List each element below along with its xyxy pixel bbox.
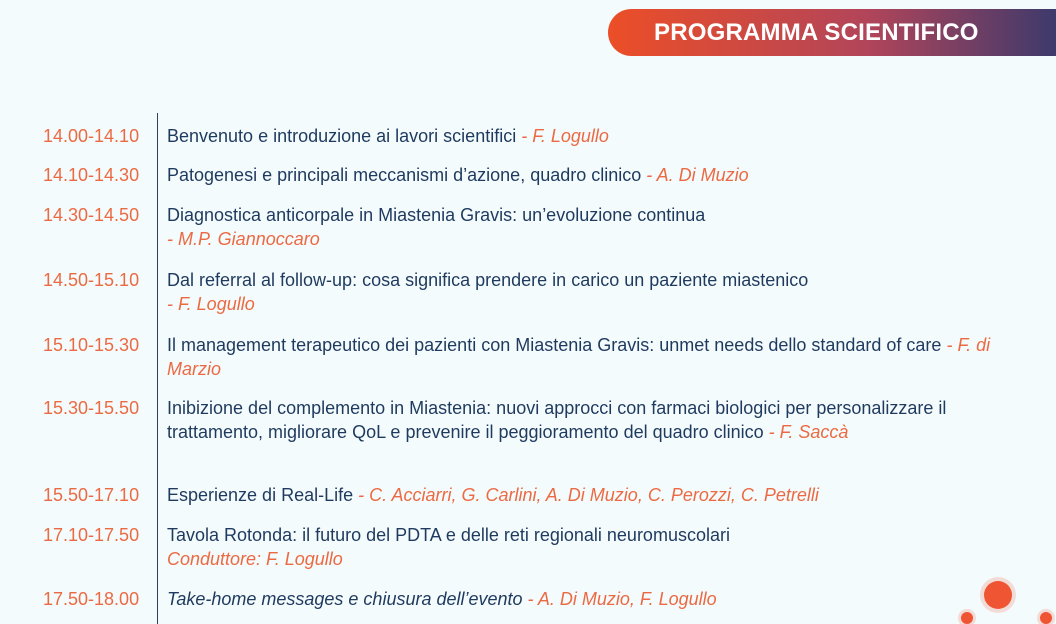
schedule-list <box>0 125 1000 618</box>
schedule-item <box>0 204 1000 269</box>
schedule-item <box>0 484 1000 524</box>
session-speaker: - F. di Marzio <box>167 335 991 379</box>
schedule-description <box>157 588 997 612</box>
session-speaker: - C. Acciarri, G. Carlini, A. Di Muzio, C. Perozzi, C. Petrelli <box>353 485 819 505</box>
schedule-time: 14.10-14.30 <box>43 165 140 185</box>
session-title: Benvenuto e introduzione ai lavori scientifici <box>167 126 517 146</box>
schedule-time: 14.00-14.10 <box>43 126 140 146</box>
schedule-description <box>157 484 997 508</box>
session-speaker: - A. Di Muzio <box>641 165 749 185</box>
session-speaker: - A. Di Muzio, F. Logullo <box>522 589 717 609</box>
decorative-dot-large <box>984 581 1012 609</box>
schedule-time: 14.50-15.10 <box>43 270 140 290</box>
schedule-item <box>0 397 1000 484</box>
decorative-dot-small <box>961 612 973 624</box>
session-speaker: Conduttore: F. Logullo <box>167 548 343 569</box>
schedule-description <box>157 269 997 316</box>
schedule-time: 15.50-17.10 <box>43 485 140 505</box>
schedule-item <box>0 524 1000 588</box>
schedule-time: 17.50-18.00 <box>43 589 140 609</box>
schedule-description <box>157 204 997 251</box>
session-title: Inibizione del complemento in Miastenia: nuovi approcci con farmaci biologici per personalizzare il trattamento, migliorare QoL e prevenire il peggioramento del quadro clinico <box>167 398 947 442</box>
schedule-time: 15.30-15.50 <box>43 398 140 418</box>
session-speaker: - F. Saccà <box>763 421 849 442</box>
schedule-time: 15.10-15.30 <box>43 335 140 355</box>
session-title: Esperienze di Real-Life <box>167 485 354 505</box>
session-title: Tavola Rotonda: il futuro del PDTA e delle reti regionali neuromuscolari <box>167 525 730 545</box>
schedule-description <box>157 524 997 571</box>
schedule-item <box>0 334 1000 397</box>
session-title: Il management terapeutico dei pazienti con Miastenia Gravis: unmet needs dello standard of care <box>167 335 942 355</box>
decorative-dot-small <box>1040 612 1052 624</box>
session-speaker: - F. Logullo <box>516 126 609 146</box>
schedule-item <box>0 164 1000 204</box>
schedule-item <box>0 125 1000 164</box>
session-title: Patogenesi e principali meccanismi d’azione, quadro clinico <box>167 165 642 185</box>
schedule-description <box>157 397 997 444</box>
session-title: Dal referral al follow-up: cosa significa prendere in carico un paziente miastenico <box>167 270 809 290</box>
schedule-time: 17.10-17.50 <box>43 525 140 545</box>
section-title: PROGRAMMA SCIENTIFICO <box>654 18 979 46</box>
schedule-item <box>0 269 1000 334</box>
session-speaker: - F. Logullo <box>167 293 255 314</box>
session-title: Take-home messages e chiusura dell’evento <box>167 589 523 609</box>
schedule-description <box>157 164 997 188</box>
session-speaker: - M.P. Giannoccaro <box>167 228 320 249</box>
schedule-item <box>0 588 1000 618</box>
session-title: Diagnostica anticorpale in Miastenia Gravis: un’evoluzione continua <box>167 205 706 225</box>
schedule-description <box>157 125 997 149</box>
schedule-description <box>157 334 997 381</box>
section-header-pill <box>608 9 1056 56</box>
schedule-time: 14.30-14.50 <box>43 205 140 225</box>
